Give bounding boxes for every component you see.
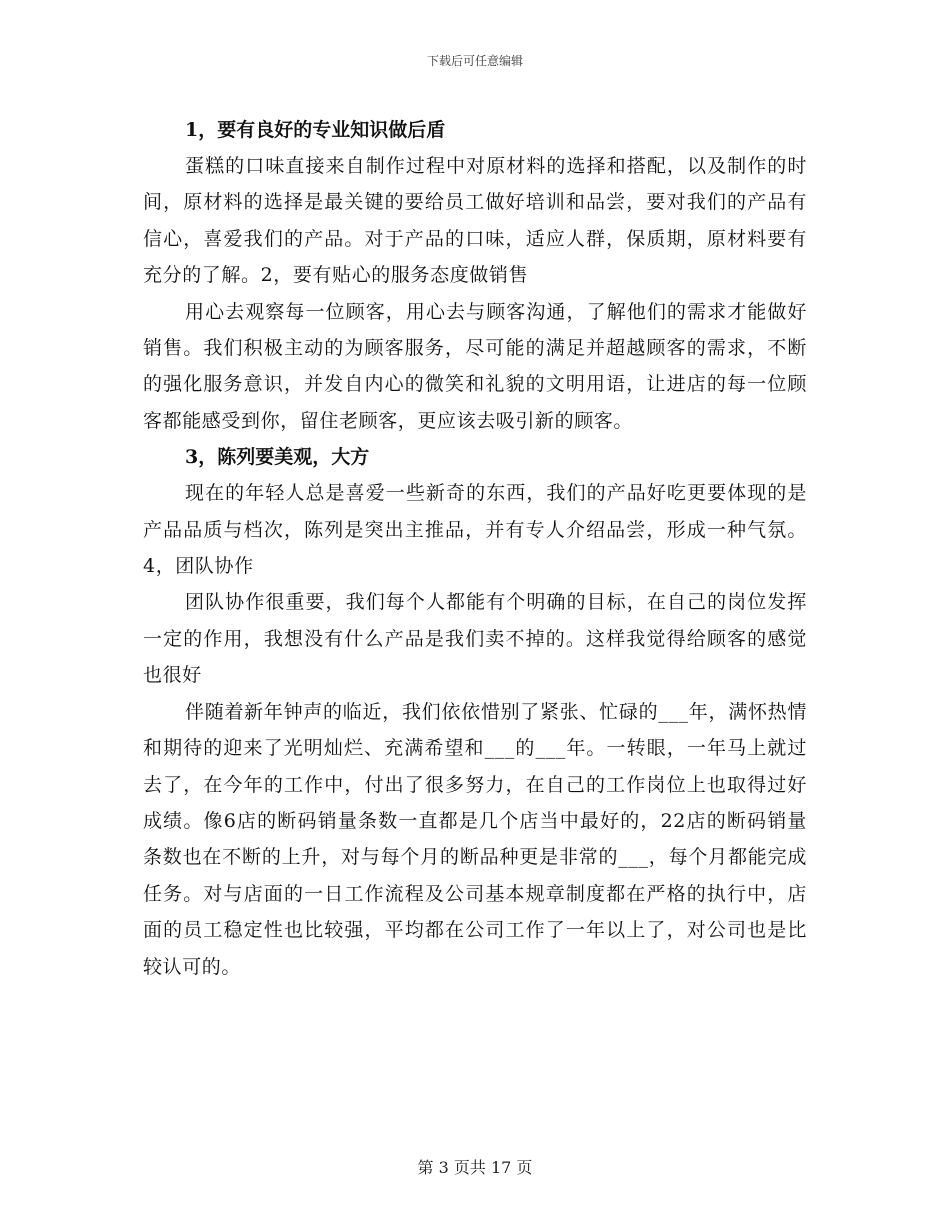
section-heading-1: 1，要有良好的专业知识做后盾	[185, 119, 446, 141]
paragraph-2: 用心去观察每一位顾客，用心去与顾客沟通，了解他们的需求才能做好销售。我们积极主动的为顾客服务，尽可能的满足并超越顾客的需求，不断的强化服务意识，并发自内心的微笑和礼貌的文明用语，让进店的每一位顾客都能感受到你，留住老顾客，更应该去吸引新的顾客。	[143, 300, 807, 432]
paragraph-5: 伴随着新年钟声的临近，我们依依惜别了紧张、忙碌的___年，满怀热情和期待的迎来了光明灿烂、充满希望和___的___年。一转眼，一年马上就过去了，在今年的工作中，付出了很多努力，在自己的工作岗位上也取得过好成绩。像6店的断码销量条数一直都是几个店当中最好的，22店的断码销量条数也在不断的上升，对与每个月的断品种更是非常的___，每个月都能完成任务。对与店面的一日工作流程及公司基本规章制度都在严格的执行中，店面的员工稳定性也比较强，平均都在公司工作了一年以上了，对公司也是比较认可的。	[143, 700, 807, 978]
page-footer: 第 3 页共 17 页	[417, 1158, 533, 1177]
section-heading-3: 3，陈列要美观，大方	[185, 446, 370, 469]
document-body	[143, 112, 807, 985]
paragraph-1: 蛋糕的口味直接来自制作过程中对原材料的选择和搭配，以及制作的时间，原材料的选择是最关键的要给员工做好培训和品尝，要对我们的产品有信心，喜爱我们的产品。对于产品的口味，适应人群，保质期，原材料要有充分的了解。2，要有贴心的服务态度做销售	[143, 155, 807, 287]
page-header: 下载后可任意编辑	[426, 54, 523, 68]
paragraph-3: 现在的年轻人总是喜爱一些新奇的东西，我们的产品好吃更要体现的是产品品质与档次，陈列是突出主推品，并有专人介绍品尝，形成一种气氛。4，团队协作	[143, 482, 807, 578]
paragraph-4: 团队协作很重要，我们每个人都能有个明确的目标，在自己的岗位发挥一定的作用，我想没有什么产品是我们卖不掉的。这样我觉得给顾客的感觉也很好	[143, 591, 807, 687]
